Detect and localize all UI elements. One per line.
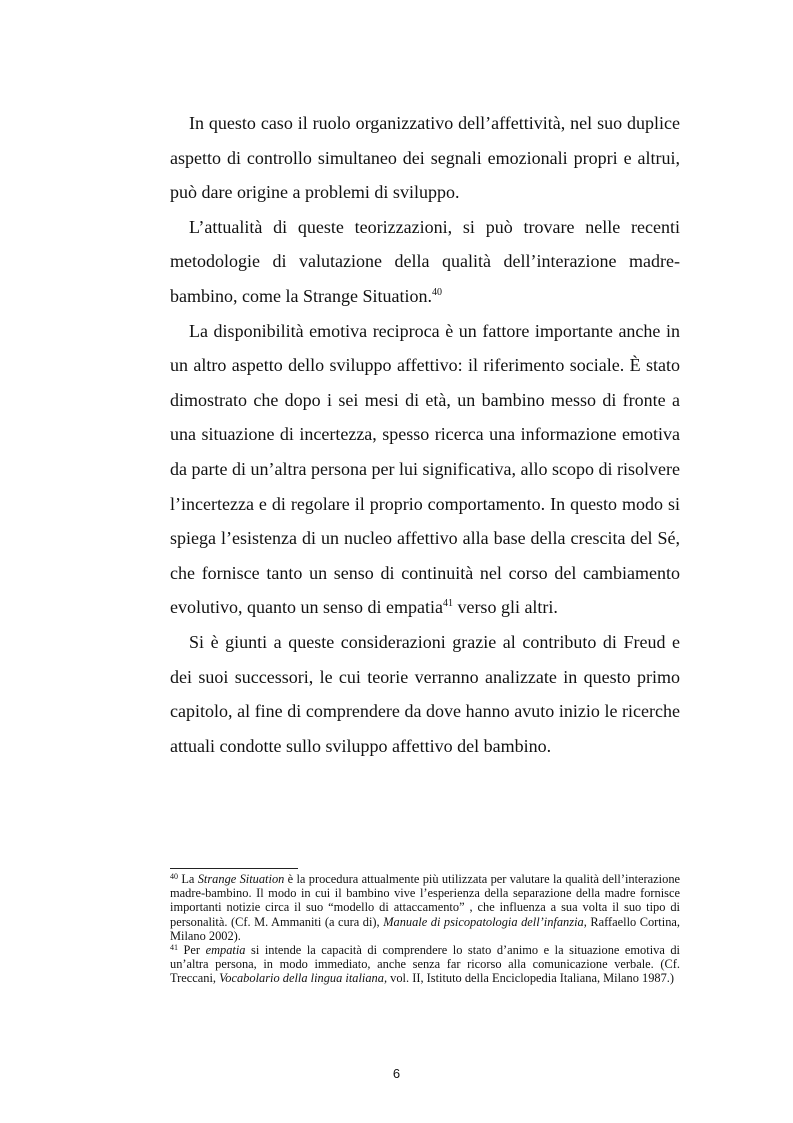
footnote-41: $^{41}$ Per empatia si intende la capacità di comprendere lo stato d’animo e la situazione emotiva di un’altra persona, in modo immediato, anche senza far ricorso alla comunicazione verbale. (Cf. Treccani, Vocabolario della lingua italiana, vol. II, Istituto della Enciclopedia Italiana, Milano 1987.) [170, 943, 680, 986]
footnote-40: $^{40}$ La Strange Situation è la procedura attualmente più utilizzata per valutare la qualità dell’interazione madre-bambino. Il modo in cui il bambino vive l’esperienza della separazione della madre fornisce importanti notizie circa il suo “modello di attaccamento” , che influenza a sua volta il suo tipo di personalità. (Cf. M. Ammaniti (a cura di), Manuale di psicopatologia dell’infanzia, Raffaello Cortina, Milano 2002). [170, 872, 681, 943]
paragraph-3: La disponibilità emotiva reciproca è un fattore importante anche in un altro aspetto dello sviluppo affettivo: il riferimento sociale. È stato dimostrato che dopo i sei mesi di età, un bambino messo di fronte a una situazione di incertezza, spesso ricerca una informazione emotiva da parte di un’altra persona per lui significativa, allo scopo di risolvere l’incertezza e di regolare il proprio comportamento. In questo modo si spiega l’esistenza di un nucleo affettivo alla base della crescita del Sé, che fornisce tanto un senso di continuità nel corso del cambiamento evolutivo, quanto un senso di empatia$^{41}$ verso gli altri. [170, 320, 680, 618]
footnote-ref-41[interactable]: 41 [442, 598, 453, 610]
main-text [170, 106, 680, 763]
paragraph-2: L’attualità di queste teorizzazioni, si può trovare nelle recenti metodologie di valutazione della qualità dell’interazione madre-bambino, come la Strange Situation.$^{40}$ [170, 216, 680, 306]
paragraph-1: In questo caso il ruolo organizzativo dell’affettività, nel suo duplice aspetto di controllo simultaneo dei segnali emozionali propri e altrui, può dare origine a problemi di sviluppo. [170, 113, 680, 203]
footnote-rule [170, 868, 298, 869]
footnotes [170, 868, 680, 986]
footnote-ref-40[interactable]: 40 [431, 286, 442, 298]
paragraph-4: Si è giunti a queste considerazioni grazie al contributo di Freud e dei suoi successori, le cui teorie verranno analizzate in questo primo capitolo, al fine di comprendere da dove hanno avuto inizio le ricerche attuali condotte sullo sviluppo affettivo del bambino. [170, 631, 680, 756]
page-number: 6 [392, 1066, 401, 1081]
